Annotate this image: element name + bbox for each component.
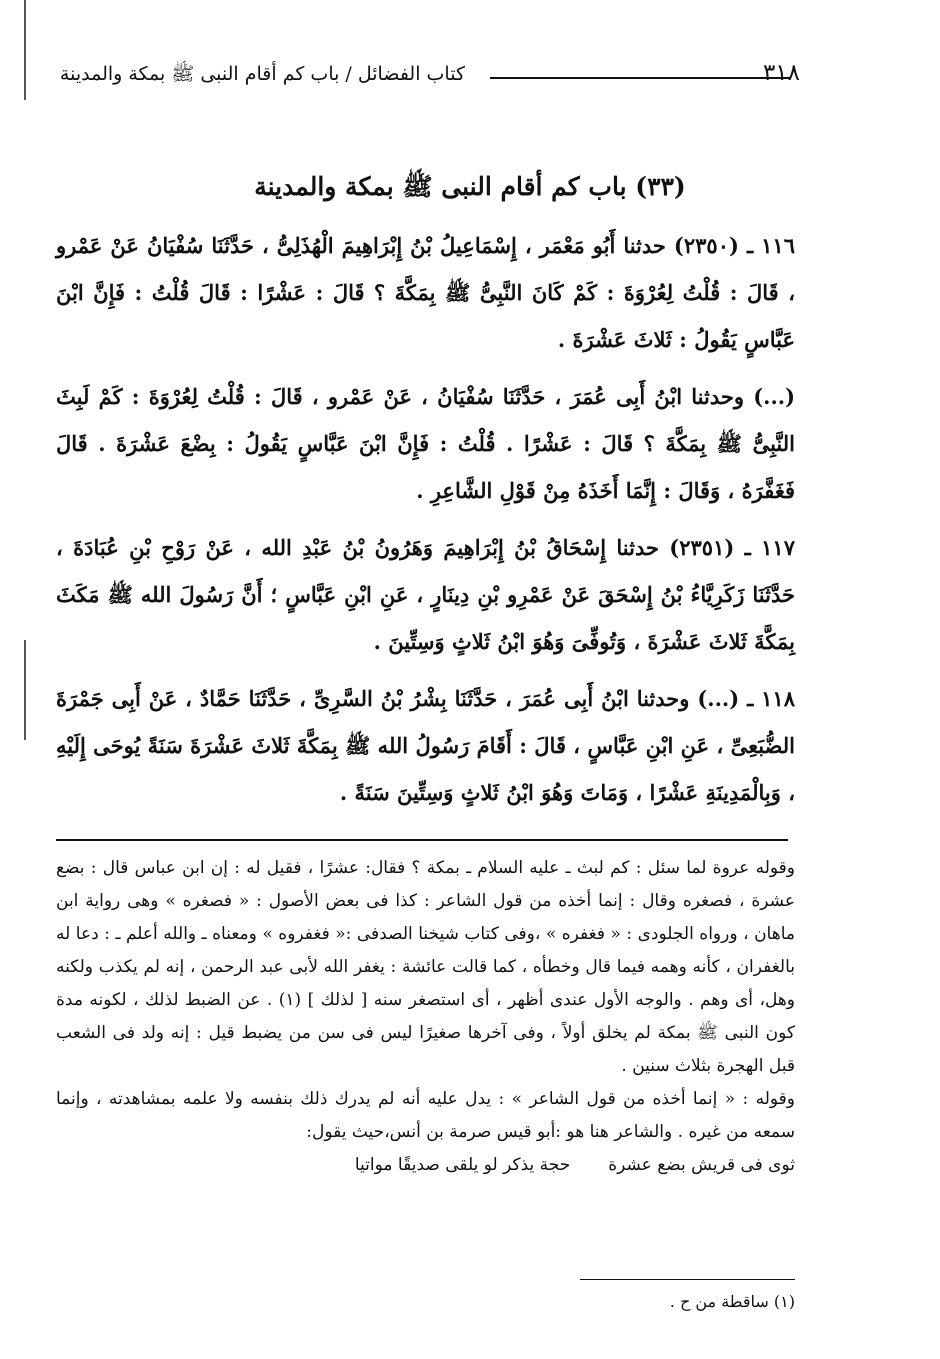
running-header [40,58,790,98]
verse-second-hemistich: حجة يذكر لو يلقى صديقًا مواتيا [354,1155,571,1175]
hadith-paragraph: ١١٦ ـ (٢٣٥٠) حدثنا أَبُو مَعْمَر ، إِسْمَاعِيلُ بْنُ إِبْرَاهِيمَ الْهُذَلِىُّ ، حَدَّثَنَا سُفْيَانُ عَنْ عَمْرو ، قَالَ : قُلْتُ لِعُرْوَةَ : كَمْ كَانَ النَّبِىُّ ﷺ بِمَكَّةَ ؟ قَالَ : عَشْرًا : قَالَ قُلْتُ : فَإِنَّ ابْنَ عَبَّاسٍ يَقُولُ : ثَلاثَ عَشْرَةَ . [56,233,795,352]
verse-first-hemistich: ثوى فى قريش بضع عشرة [608,1155,795,1175]
commentary-paragraph: وقوله : « إنما أخذه من قول الشاعر » : يدل عليه أنه لم يدرك ذلك بنفسه ولا علمه بمشاهدته ، وإنما سمعه من غيره . والشاعر هنا هو :أبو قيس صرمة بن أنس،حيث يقول: [56,1089,795,1142]
poetry-verse [56,1149,795,1182]
hadith-text [56,222,795,826]
commentary-paragraph: وقوله عروة لما سئل : كم لبث ـ عليه السلام ـ بمكة ؟ فقال: عشرًا ، فقيل له : إن ابن عباس قال : بضع عشرة ، فصغره وقال : إنما أخذه من قول الشاعر : كذا فى بعض الأصول : « فصغره » وهى رواية ابن ماهان ، ورواه الجلودى : « فغفره » ،وفى كتاب شيخنا الصدفى :« فغفروه » ومعناه ـ والله أعلم ـ : دعا له بالغفران ، كأنه وهمه فيما قال وخطأه ، كما قالت عائشة : يغفر الله لأبى عبد الرحمن ، إنه لم يكذب ولكنه وهل، أى وهم . والوجه الأول عندى أظهر ، أى استصغر سنه [ لذلك ] (١) . عن الضبط لذلك ، لكونه مدة كون النبى ﷺ بمكة لم يخلق أولاً ، وفى آخرها صغيرًا ليس فى سن من يضبط قيل : إنه ولد فى الشعب قبل الهجرة بثلاث سنين . [56,858,795,1076]
footnote-divider [580,1279,795,1280]
hadith-paragraph: ١١٧ ـ (٢٣٥١) حدثنا إِسْحَاقُ بْنُ إِبْرَاهِيمَ وَهَرُونُ بْنُ عَبْدِ الله ، عَنْ رَوْحِ بْنِ عُبَادَةَ ، حَدَّثَنَا زَكَرِيَّاءُ بْنُ إِسْحَقَ عَنْ عَمْرِو بْنِ دِينَارٍ ، عَنِ ابْنِ عَبَّاسٍ ؛ أَنَّ رَسُولَ الله ﷺ مَكَثَ بِمَكَّةَ ثَلاثَ عَشْرَةَ ، وَتُوفِّىَ وَهُوَ ابْنُ ثَلاثٍ وَسِتِّينَ . [56,535,795,654]
commentary-divider [56,839,788,841]
hadith-paragraph: (...) وحدثنا ابْنُ أَبِى عُمَرَ ، حَدَّثَنَا سُفْيَانُ ، عَنْ عَمْرو ، قَالَ : قُلْتُ لِعُرْوَةَ : كَمْ لَبِثَ النَّبِىُّ ﷺ بِمَكَّةَ ؟ قَالَ : عَشْرًا . قُلْتُ : فَإِنَّ ابْنَ عَبَّاسٍ يَقُولُ : بِضْعَ عَشْرَةَ . قَالَ فَغَفَّرَهُ ، وَقَالَ : إِنَّمَا أَخَذَهُ مِنْ قَوْلِ الشَّاعِرِ . [56,384,795,503]
header-rule [490,77,790,79]
running-title: كتاب الفضائل / باب كم أقام النبى ﷺ بمكة والمدينة [59,63,465,85]
commentary [56,852,795,1182]
chapter-title: (٣٣) باب كم أقام النبى ﷺ بمكة والمدينة [254,172,686,201]
footnote: (١) ساقطة من ح . [669,1292,795,1311]
page-edge-line [24,640,26,740]
page-edge-line [24,0,26,100]
hadith-paragraph: ١١٨ ـ (...) وحدثنا ابْنُ أَبِى عُمَرَ ، حَدَّثَنَا بِشْرُ بْنُ السَّرِىِّ ، حَدَّثَنَا حَمَّادٌ ، عَنْ أَبِى جَمْرَةَ الضُّبَعِىِّ ، عَنِ ابْنِ عَبَّاسٍ ، قَالَ : أَقَامَ رَسُولُ الله ﷺ بِمَكَّةَ ثَلاثَ عَشْرَةَ سَنَةً يُوحَى إِلَيْهِ ، وَبِالْمَدِينَةِ عَشْرًا ، وَمَاتَ وَهُوَ ابْنُ ثَلاثٍ وَسِتِّينَ سَنَةً . [56,686,795,805]
page-number: ٣١٨ [762,60,800,86]
